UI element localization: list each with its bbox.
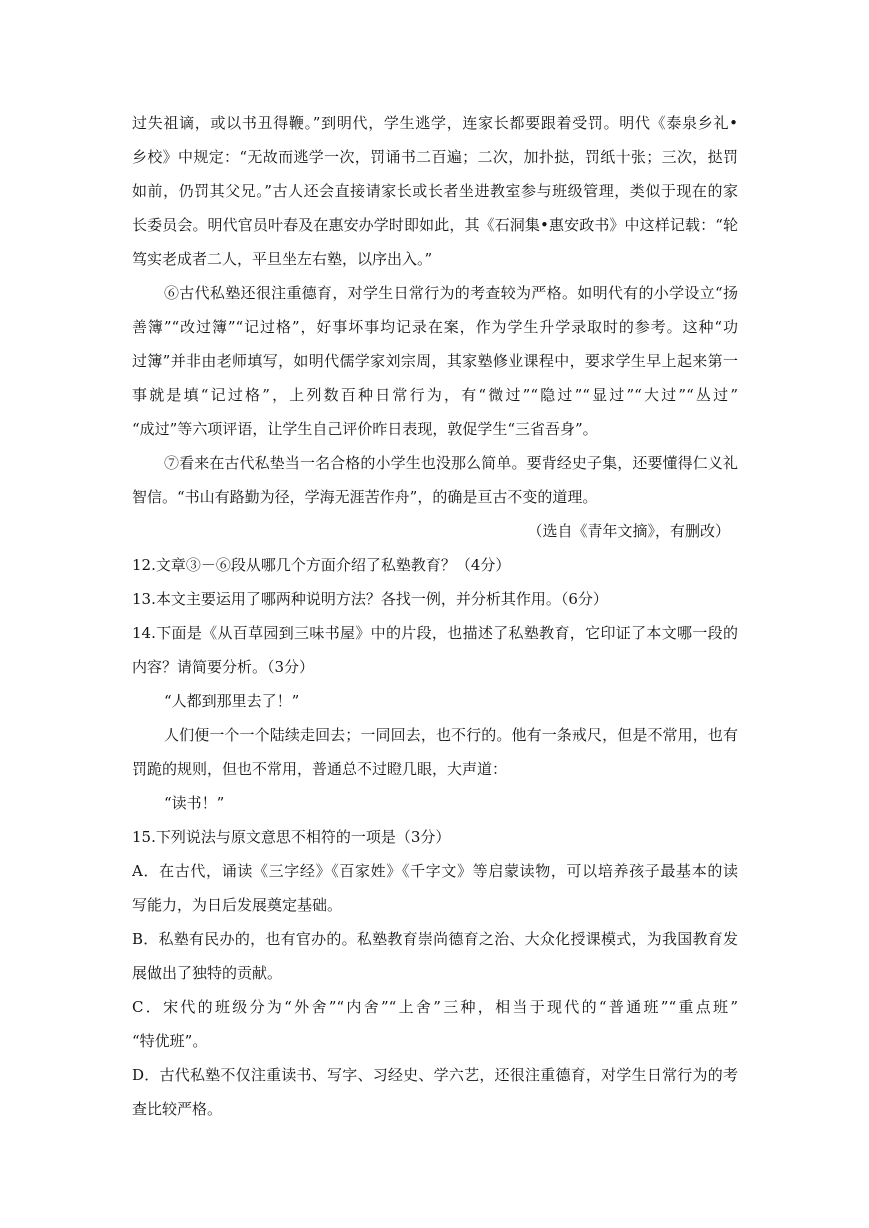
question-13: 13.本文主要运用了哪两种说明方法？各找一例，并分析其作用。（6分） [132,590,608,608]
option-d-cont: 查比较严格。 [132,1100,223,1118]
excerpt-line: 罚跪的规则，但也不常用，普通总不过瞪几眼，大声道： [132,760,508,778]
article-line: 乡校》中规定：“无故而逃学一次，罚诵书二百遍；二次，加扑挞，罚纸十张；三次，挞罚 [132,148,738,166]
option-d: D．古代私塾不仅注重读书、写字、习经史、学六艺，还很注重德育，对学生日常行为的考 [132,1066,738,1084]
article-line: ⑥古代私塾还很注重德育，对学生日常行为的考查较为严格。如明代有的小学设立“扬 [164,284,738,302]
option-a: A．在古代，诵读《三字经》《百家姓》《千字文》等启蒙读物，可以培养孩子最基本的读 [132,862,738,880]
article-line: ⑦看来在古代私垫当一名合格的小学生也没那么简单。要背经史子集，还要懂得仁义礼 [164,454,738,472]
article-line: 事就是填“记过格”，上列数百种日常行为，有“微过”“隐过”“显过”“大过”“丛过” [132,386,738,404]
excerpt-line: “人都到那里去了！” [164,692,300,710]
article-line: 如前，仍罚其父兄。”古人还会直接请家长或长者坐进教室参与班级管理，类似于现在的家 [132,182,738,200]
excerpt-line: “读书！” [164,794,225,812]
option-b: B．私塾有民办的，也有官办的。私塾教育崇尚德育之治、大众化授课模式，为我国教育发 [132,930,738,948]
article-line: 智信。“书山有路勤为径，学海无涯苦作舟”，的确是亘古不变的道理。 [132,488,598,506]
article-source: （选自《青年文摘》，有删改） [527,522,730,540]
article-line: 笃实老成者二人，平旦坐左右塾，以序出入。” [132,250,433,268]
article-line: 善簿”“改过簿”“记过格”，好事坏事均记录在案，作为学生升学录取时的参考。这种“功 [132,318,738,336]
option-c: C．宋代的班级分为“外舍”“内舍”“上舍”三种，相当于现代的“普通班”“重点班” [132,998,738,1016]
question-14-cont: 内容？请简要分析。（3分） [132,658,315,676]
question-15: 15.下列说法与原文意思不相符的一项是（3分） [132,828,451,846]
article-line: “成过”等六项评语，让学生自己评价昨日表现，敦促学生“三省吾身”。 [132,420,598,438]
article-line: 长委员会。明代官员叶春及在惠安办学时即如此，其《石洞集•惠安政书》中这样记载：“轮 [132,216,738,234]
question-12: 12.文章③－⑥段从哪几个方面介绍了私塾教育？（4分） [132,556,511,574]
article-line: 过失祖谪，或以书丑得鞭。”到明代，学生逃学，连家长都要跟着受罚。明代《泰泉乡礼• [132,114,738,132]
option-b-cont: 展做出了独特的贡献。 [132,964,283,982]
excerpt-line: 人们便一个一个陆续走回去；一同回去，也不行的。他有一条戒尺，但是不常用，也有 [164,726,738,744]
article-line: 过簿”并非由老师填写，如明代儒学家刘宗周，其家塾修业课程中，要求学生早上起来第一 [132,352,738,370]
option-c-cont: “特优班”。 [132,1032,208,1050]
option-a-cont: 写能力，为日后发展奠定基础。 [132,896,343,914]
question-14: 14.下面是《从百草园到三味书屋》中的片段，也描述了私塾教育，它印证了本文哪一段的 [132,624,738,642]
